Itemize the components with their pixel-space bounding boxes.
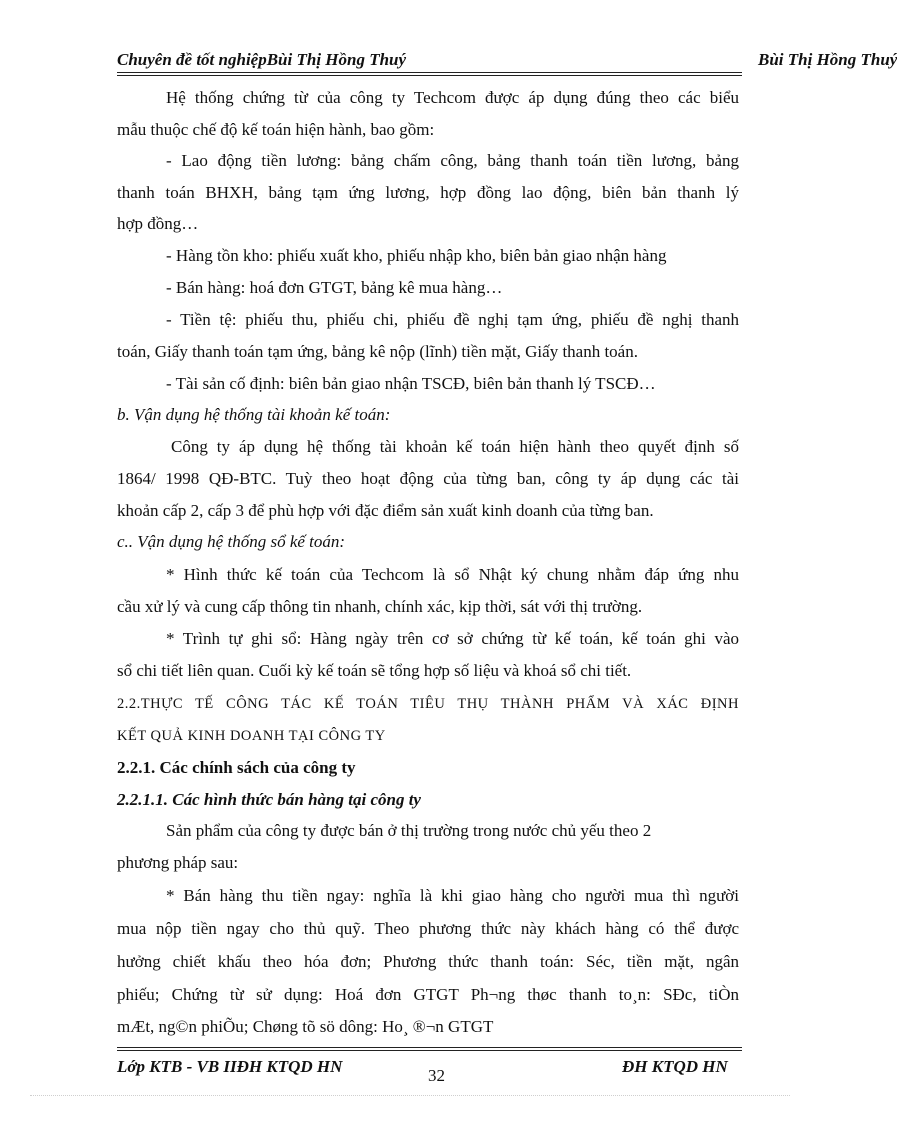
paragraph-line: hợp đồng… — [117, 214, 199, 233]
paragraph-line: * Hình thức kế toán của Techcom là sổ Nhật ký chung nhằm đáp ứng nhu — [166, 565, 739, 584]
footer-divider — [117, 1047, 742, 1048]
paragraph-line: toán, Giấy thanh toán tạm ứng, bảng kê nộp (lĩnh) tiền mặt, Giấy thanh toán. — [117, 342, 638, 361]
paragraph-line: mẫu thuộc chế độ kế toán hiện hành, bao gồm: — [117, 120, 435, 139]
page-bottom-edge — [30, 1095, 790, 1096]
paragraph-line: phương pháp sau: — [117, 853, 239, 872]
paragraph-line: phiếu; Chứng từ sử dụng: Hoá đơn GTGT Ph¬ng thøc thanh to¸n: SÐc, tiÒn — [117, 985, 739, 1004]
paragraph-line: Hệ thống chứng từ của công ty Techcom được áp dụng đúng theo các biểu — [166, 88, 739, 107]
paragraph-line: 1864/ 1998 QĐ-BTC. Tuỳ theo hoạt động của từng ban, công ty áp dụng các tài — [117, 469, 739, 488]
paragraph-line: - Lao động tiền lương: bảng chấm công, bảng thanh toán tiền lương, bảng — [166, 151, 739, 170]
paragraph-line: mÆt, ng©n phiÕu; Chøng tõ sö dông: Ho¸ ®¬n GTGT — [117, 1017, 494, 1036]
subsection-heading: c.. Vận dụng hệ thống sổ kế toán: — [117, 532, 346, 551]
header-divider — [117, 72, 742, 73]
paragraph-line: - Tài sản cố định: biên bản giao nhận TSCĐ, biên bản thanh lý TSCĐ… — [166, 374, 656, 393]
paragraph-line: hưởng chiết khấu theo hóa đơn; Phương thức thanh toán: Séc, tiền mặt, ngân — [117, 952, 739, 971]
paragraph-line: sổ chi tiết liên quan. Cuối kỳ kế toán sẽ tổng hợp số liệu và khoá sổ chi tiết. — [117, 661, 632, 680]
footer-class-label: Lớp KTB - VB IIĐH KTQD HN — [117, 1057, 343, 1076]
section-heading: 2.2.1. Các chính sách của công ty — [117, 758, 356, 777]
footer-divider-secondary — [117, 1050, 742, 1051]
subsection-heading: b. Vận dụng hệ thống tài khoản kế toán: — [117, 405, 391, 424]
section-heading: KẾT QUẢ KINH DOANH TẠI CÔNG TY — [117, 728, 386, 744]
paragraph-line: cầu xử lý và cung cấp thông tin nhanh, chính xác, kịp thời, sát với thị trường. — [117, 597, 643, 616]
paragraph-line: * Bán hàng thu tiền ngay: nghĩa là khi giao hàng cho người mua thì người — [166, 886, 739, 905]
paragraph-line: * Trình tự ghi sổ: Hàng ngày trên cơ sở chứng từ kế toán, kế toán ghi vào — [166, 629, 739, 648]
paragraph-line: thanh toán BHXH, bảng tạm ứng lương, hợp đồng lao động, biên bản thanh lý — [117, 183, 739, 202]
header-author: Bùi Thị Hồng Thuý — [758, 50, 897, 69]
header-divider-secondary — [117, 75, 742, 76]
paragraph-line: Công ty áp dụng hệ thống tài khoản kế toán hiện hành theo quyết định số — [171, 437, 739, 456]
paragraph-line: khoản cấp 2, cấp 3 để phù hợp với đặc điểm sản xuất kinh doanh của từng ban. — [117, 501, 654, 520]
footer-school-label: ĐH KTQD HN — [622, 1057, 728, 1076]
subsection-heading: 2.2.1.1. Các hình thức bán hàng tại công ty — [117, 790, 421, 809]
paragraph-line: - Bán hàng: hoá đơn GTGT, bảng kê mua hàng… — [166, 278, 503, 297]
paragraph-line: - Hàng tồn kho: phiếu xuất kho, phiếu nhập kho, biên bản giao nhận hàng — [166, 246, 667, 265]
paragraph-line: mua nộp tiền ngay cho thủ quỹ. Theo phương thức này khách hàng có thể được — [117, 919, 739, 938]
header-title: Chuyên đề tốt nghiệpBùi Thị Hồng Thuý — [117, 50, 407, 69]
page-number: 32 — [428, 1066, 445, 1085]
paragraph-line: Sản phẩm của công ty được bán ở thị trường trong nước chủ yếu theo 2 — [166, 821, 652, 840]
section-heading: 2.2.THỰC TẾ CÔNG TÁC KẾ TOÁN TIÊU THỤ THÀNH PHẨM VÀ XÁC ĐỊNH — [117, 696, 739, 712]
paragraph-line: - Tiền tệ: phiếu thu, phiếu chi, phiếu đề nghị tạm ứng, phiếu đề nghị thanh — [166, 310, 739, 329]
